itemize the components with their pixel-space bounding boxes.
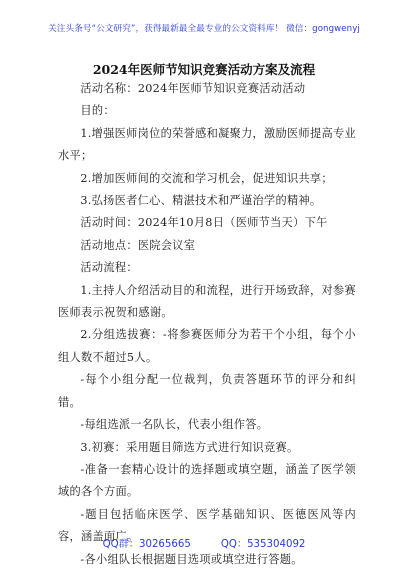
document-body xyxy=(58,78,356,571)
paragraph-process-3-topics: -题目包括临床医学、医学基础知识、医德医风等内容，涵盖面广。 xyxy=(58,507,356,544)
header-promo-banner: 关注头条号“公文研究”，获得最新最全最专业的公文资料库！ 微信：gongwenyj xyxy=(48,24,360,34)
paragraph-process-3-answering: -各小组队长根据题目选项或填空进行答题。 xyxy=(80,552,303,566)
paragraph-process-3: 3.初赛：采用题目筛选方式进行知识竞赛。 xyxy=(80,440,299,454)
paragraph-process-3-questions: -准备一套精心设计的选择题或填空题，涵盖了医学领域的各个方面。 xyxy=(58,462,356,499)
footer-qq-group: QQ群：30265665 xyxy=(102,539,191,550)
paragraph-activity-location: 活动地点：医院会议室 xyxy=(80,238,196,252)
footer-qq-number: QQ：535304092 xyxy=(220,539,306,550)
paragraph-process-2-captain: -每组选派一名队长，代表小组作答。 xyxy=(80,418,269,432)
paragraph-purpose-3: 3.弘扬医者仁心、精湛技术和严谨治学的精神。 xyxy=(80,194,322,208)
paragraph-purpose-1: 1.增强医师岗位的荣誉感和凝聚力，激励医师提高专业水平； xyxy=(58,126,356,163)
paragraph-purpose-heading: 目的： xyxy=(80,104,115,118)
paragraph-process-2: 2.分组选拔赛：-将参赛医师分为若干个小组，每个小组人数不超过5人。 xyxy=(58,328,356,364)
paragraph-process-2-referee: -每个小组分配一位裁判，负责答题环节的评分和纠错。 xyxy=(58,373,356,409)
paragraph-process-heading: 活动流程： xyxy=(80,261,138,275)
paragraph-purpose-2: 2.增加医师间的交流和学习机会，促进知识共享； xyxy=(80,171,333,185)
footer-contact xyxy=(0,535,408,550)
paragraph-activity-name: 活动名称：2024年医师节知识竞赛活动活动 xyxy=(80,82,306,95)
paragraph-activity-time: 活动时间：2024年10月8日（医师节当天）下午 xyxy=(80,216,328,230)
document-title: 2024年医师节知识竞赛活动方案及流程 xyxy=(92,62,316,77)
paragraph-process-1: 1.主持人介绍活动目的和流程，进行开场致辞，对参赛医师表示祝贺和感谢。 xyxy=(58,283,356,320)
